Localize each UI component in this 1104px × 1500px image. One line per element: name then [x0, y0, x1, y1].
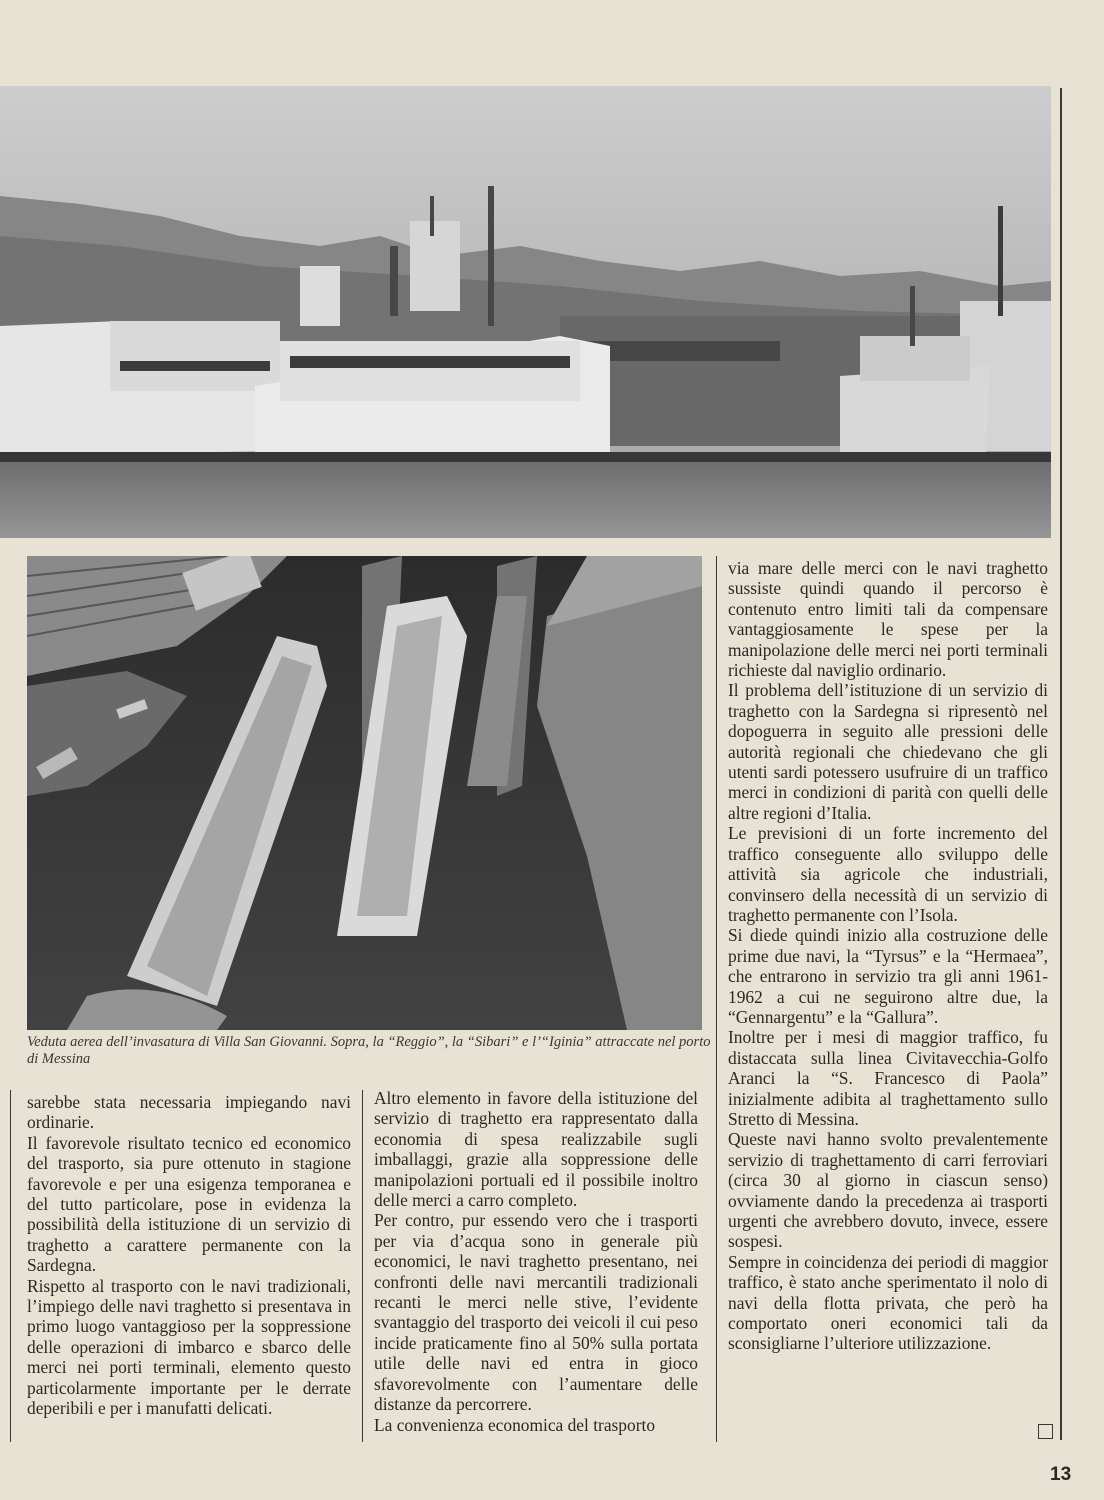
text-column-right	[728, 558, 1048, 1354]
paragraph: via mare delle merci con le navi traghetto sussiste quindi quando il percorso è contenuto entro limiti tali da compensare vantaggiosamente le spese per la manipolazione delle merci nei porti terminali richieste dal naviglio ordinario.	[728, 558, 1048, 681]
text-column-left	[27, 1092, 351, 1419]
column-rule-right	[1060, 88, 1062, 1440]
photo-aerial-invasatura	[27, 556, 702, 1030]
paragraph: Si diede quindi inizio alla costruzione delle prime due navi, la “Tyrsus” e la “Hermaea”, che entrarono in servizio tra gli anni 1961-1962 a cui ne seguirono altre due, la “Gennargentu” e la “Gallura”.	[728, 925, 1048, 1027]
column-rule-right-inner	[716, 556, 717, 1442]
paragraph: Inoltre per i mesi di maggior traffico, fu distaccata sulla linea Civitavecchia-Golfo Aranci la “S. Francesco di Paola” inizialmente adibita al traghettamento sullo Stretto di Messina.	[728, 1027, 1048, 1129]
paragraph: La convenienza economica del trasporto	[374, 1414, 656, 1435]
text-column-middle	[374, 1088, 698, 1435]
paragraph: Per contro, pur essendo vero che i trasporti per via d’acqua sono in generale più economici, le navi traghetto presentano, nei confronti delle navi mercantili tradizionali recanti le merci nelle stive, l’evidente svantaggio del trasporto dei veicoli il cui peso incide praticamente fino al 50% sulla portata utile delle navi ed entra in gioco sfavorevolmente con l’aumentare delle distanze da percorrere.	[374, 1210, 698, 1415]
paragraph: Altro elemento in favore della istituzione del servizio di traghetto era rappresentato dalla economia di spesa realizzabile sugli imballaggi, grazie alla soppressione delle manipolazioni portuali ed il possibile inoltro delle merci a carro completo.	[374, 1088, 698, 1211]
end-of-article-square-icon	[1038, 1424, 1053, 1439]
paragraph: Sempre in coincidenza dei periodi di maggior traffico, è stato anche sperimentato il nolo di navi della flotta privata, che però ha comportato oneri economici tali da sconsigliarne l’ulteriore utilizzazione.	[728, 1251, 1048, 1354]
column-rule-middle	[362, 1090, 363, 1442]
paragraph: Il favorevole risultato tecnico ed economico del trasporto, sia pure ottenuto in stagione favorevole e per una esigenza temporanea e del tutto particolare, pose in evidenza la possibilità della istituzione di un servizio di traghetto a carattere permanente con la Sardegna.	[27, 1132, 351, 1276]
paragraph: sarebbe stata necessaria impiegando navi ordinarie.	[27, 1092, 351, 1133]
paragraph: Le previsioni di un forte incremento del traffico conseguente allo sviluppo delle attività sia agricole che industriali, convinsero della necessità di un servizio di traghetto permanente con l’Isola.	[728, 823, 1048, 925]
page-number: 13	[1050, 1464, 1072, 1485]
photo-caption: Veduta aerea dell’invasatura di Villa San Giovanni. Sopra, la “Reggio”, la “Sibari” e l’“Iginia” attraccate nel porto di Messina	[27, 1034, 711, 1067]
paragraph: Il problema dell’istituzione di un servizio di traghetto con la Sardegna si ripresentò nel dopoguerra in seguito alle pressioni delle autorità regionali che chiedevano che gli utenti sardi potessero usufruire di un traffico merci in condizioni di parità con quelli delle altre regioni d’Italia.	[728, 680, 1048, 823]
paragraph: Rispetto al trasporto con le navi tradizionali, l’impiego delle navi traghetto si presentava in primo luogo vantaggioso per la soppressione delle operazioni di imbarco e sbarco delle merci nei porti terminali, elemento questo particolarmente importante per le derrate deperibili e per i manufatti delicati.	[27, 1275, 351, 1419]
photo-ferries-messina	[0, 86, 1051, 538]
paragraph: Queste navi hanno svolto prevalentemente servizio di traghettamento di carri ferroviari (circa 30 al giorno in ciascun senso) ovviamente dando la precedenza ai trasporti urgenti che avrebbero dovuto, invece, essere sospesi.	[728, 1129, 1048, 1252]
column-rule-left	[10, 1090, 11, 1442]
